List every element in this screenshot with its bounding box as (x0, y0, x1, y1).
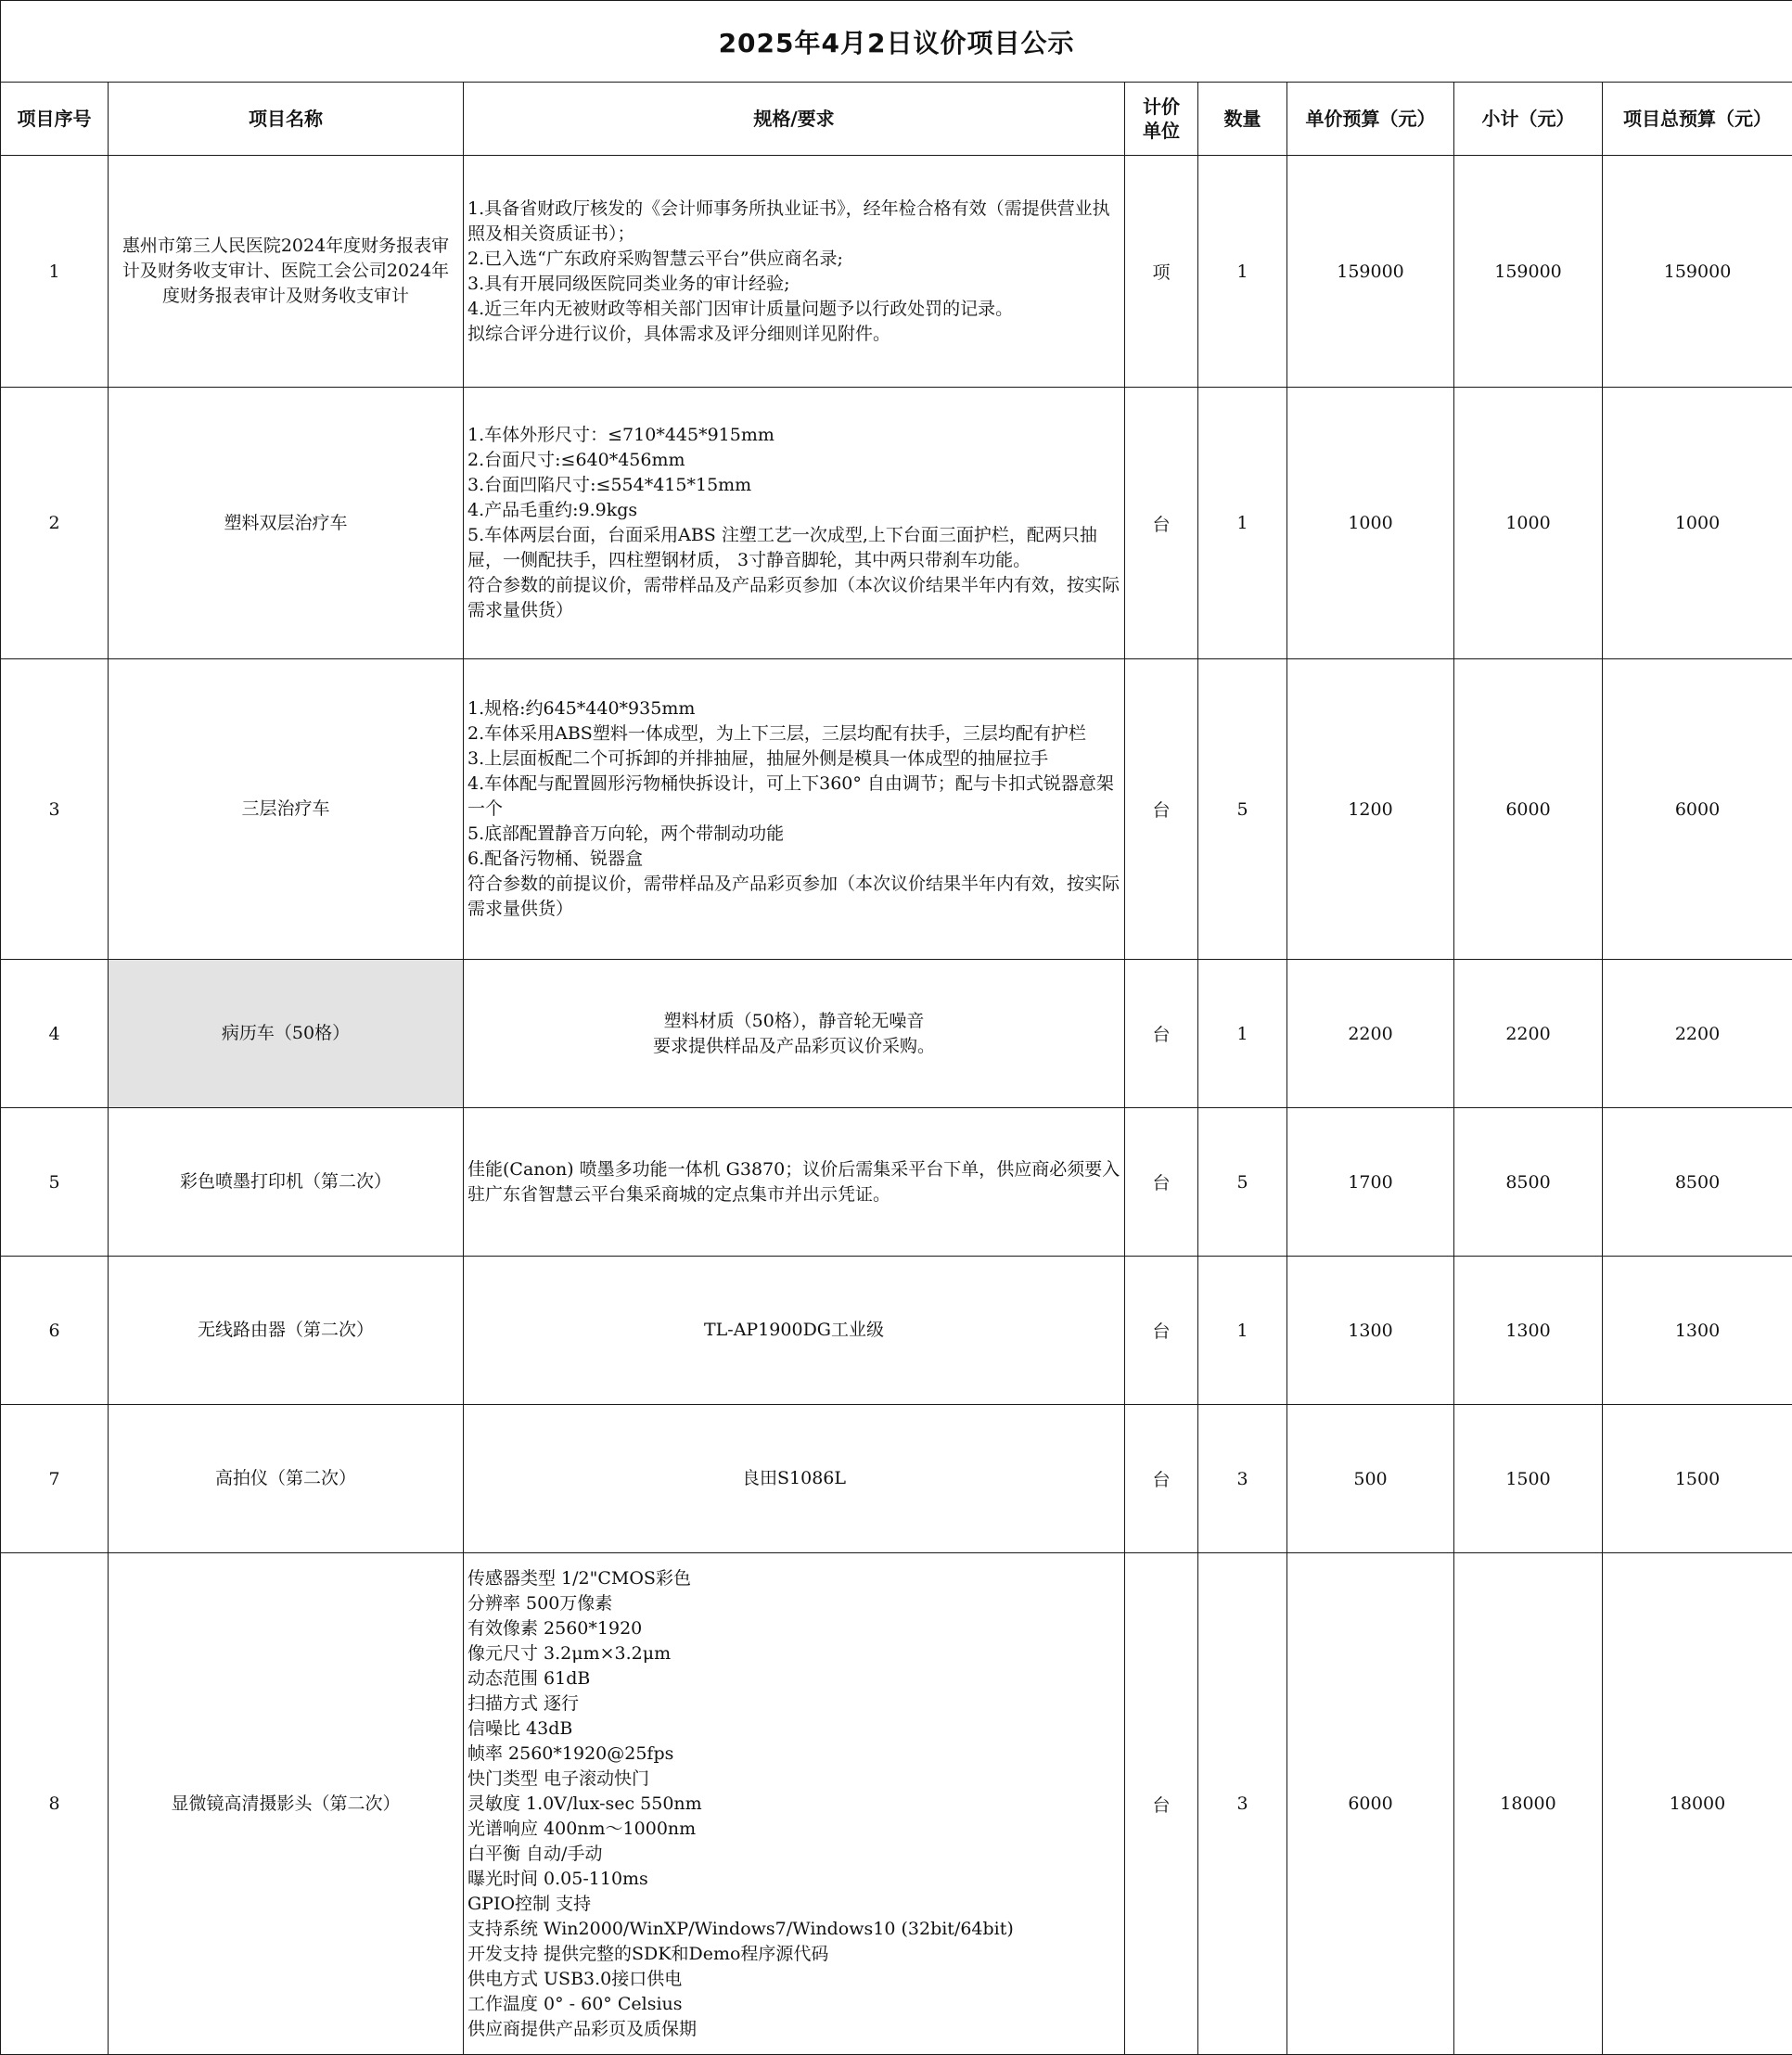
cell-unit: 台 (1125, 1553, 1198, 2055)
spec-line: 3.台面凹陷尺寸:≤554*415*15mm (467, 473, 1120, 498)
header-total: 项目总预算（元） (1603, 83, 1792, 156)
spec-line: 佳能(Canon) 喷墨多功能一体机 G3870；议价后需集采平台下单，供应商必须要入驻广东省智慧云平台集采商城的定点集市并出示凭证。 (467, 1157, 1120, 1207)
cell-qty: 3 (1198, 1405, 1287, 1553)
cell-no: 5 (1, 1108, 109, 1257)
header-subtotal: 小计（元） (1454, 83, 1603, 156)
cell-name: 塑料双层治疗车 (109, 388, 464, 659)
cell-subtotal: 1300 (1454, 1257, 1603, 1405)
spec-line: 有效像素 2560*1920 (467, 1616, 1120, 1641)
header-spec: 规格/要求 (464, 83, 1125, 156)
cell-total: 8500 (1603, 1108, 1792, 1257)
header-unit-price: 单价预算（元） (1287, 83, 1454, 156)
spec-line: 良田S1086L (467, 1466, 1120, 1491)
cell-no: 2 (1, 388, 109, 659)
cell-spec (464, 388, 1125, 659)
spec-line: 2.已入选“广东政府采购智慧云平台”供应商名录; (467, 247, 1120, 272)
spec-line: 支持系统 Win2000/WinXP/Windows7/Windows10 (32bit/64bit) (467, 1917, 1120, 1942)
cell-qty: 1 (1198, 1257, 1287, 1405)
table-row (1, 659, 1792, 960)
table-row (1, 388, 1792, 659)
spec-line: 2.台面尺寸:≤640*456mm (467, 448, 1120, 473)
table-row (1, 1108, 1792, 1257)
cell-unit-price: 6000 (1287, 1553, 1454, 2055)
table-row (1, 960, 1792, 1108)
spec-line: 4.车体配与配置圆形污物桶快拆设计，可上下360° 自由调节；配与卡扣式锐器意架一个 (467, 772, 1120, 822)
header-row (1, 83, 1792, 156)
spec-line: 4.产品毛重约:9.9kgs (467, 498, 1120, 523)
cell-name: 彩色喷墨打印机（第二次） (109, 1108, 464, 1257)
cell-unit: 台 (1125, 1108, 1198, 1257)
cell-name: 病历车（50格） (109, 960, 464, 1108)
title-row (1, 1, 1792, 83)
table-row (1, 1553, 1792, 2055)
spec-line: 要求提供样品及产品彩页议价采购。 (467, 1034, 1120, 1059)
cell-no: 8 (1, 1553, 109, 2055)
spec-line: 塑料材质（50格），静音轮无噪音 (467, 1009, 1120, 1034)
table-row (1, 1405, 1792, 1553)
cell-spec (464, 1257, 1125, 1405)
cell-total: 1300 (1603, 1257, 1792, 1405)
header-unit-line1: 计价 (1125, 95, 1197, 119)
spec-line: 工作温度 0° - 60° Celsius (467, 1992, 1120, 2017)
cell-total: 159000 (1603, 156, 1792, 388)
spec-line: 3.具有开展同级医院同类业务的审计经验; (467, 272, 1120, 297)
cell-qty: 1 (1198, 388, 1287, 659)
cell-unit: 台 (1125, 960, 1198, 1108)
cell-total: 1500 (1603, 1405, 1792, 1553)
cell-subtotal: 1500 (1454, 1405, 1603, 1553)
cell-spec (464, 1405, 1125, 1553)
cell-spec (464, 659, 1125, 960)
cell-unit-price: 1000 (1287, 388, 1454, 659)
cell-unit-price: 159000 (1287, 156, 1454, 388)
spec-line: 拟综合评分进行议价，具体需求及评分细则详见附件。 (467, 322, 1120, 347)
cell-total: 6000 (1603, 659, 1792, 960)
header-name: 项目名称 (109, 83, 464, 156)
cell-qty: 3 (1198, 1553, 1287, 2055)
cell-unit: 台 (1125, 1257, 1198, 1405)
spec-line: 4.近三年内无被财政等相关部门因审计质量问题予以行政处罚的记录。 (467, 297, 1120, 322)
cell-name: 无线路由器（第二次） (109, 1257, 464, 1405)
cell-qty: 1 (1198, 960, 1287, 1108)
cell-unit: 台 (1125, 659, 1198, 960)
spec-line: 开发支持 提供完整的SDK和Demo程序源代码 (467, 1942, 1120, 1967)
spec-line: 供电方式 USB3.0接口供电 (467, 1967, 1120, 1992)
header-unit-line2: 单位 (1125, 119, 1197, 143)
cell-unit-price: 1700 (1287, 1108, 1454, 1257)
cell-no: 7 (1, 1405, 109, 1553)
spec-line: 信噪比 43dB (467, 1717, 1120, 1742)
cell-spec (464, 1108, 1125, 1257)
table-row (1, 1257, 1792, 1405)
cell-qty: 5 (1198, 659, 1287, 960)
cell-no: 4 (1, 960, 109, 1108)
cell-unit-price: 1300 (1287, 1257, 1454, 1405)
cell-spec (464, 1553, 1125, 2055)
spec-line: 动态范围 61dB (467, 1666, 1120, 1691)
cell-qty: 5 (1198, 1108, 1287, 1257)
cell-subtotal: 8500 (1454, 1108, 1603, 1257)
cell-spec (464, 960, 1125, 1108)
cell-name: 高拍仪（第二次） (109, 1405, 464, 1553)
header-unit (1125, 83, 1198, 156)
spec-line: 5.车体两层台面，台面采用ABS 注塑工艺一次成型,上下台面三面护栏，配两只抽屉，一侧配扶手，四柱塑钢材质， 3寸静音脚轮，其中两只带刹车功能。 (467, 523, 1120, 573)
cell-total: 2200 (1603, 960, 1792, 1108)
cell-unit: 项 (1125, 156, 1198, 388)
table-row (1, 156, 1792, 388)
spec-line: 白平衡 自动/手动 (467, 1842, 1120, 1867)
spec-line: 像元尺寸 3.2μm×3.2μm (467, 1641, 1120, 1666)
spec-line: 供应商提供产品彩页及质保期 (467, 2017, 1120, 2042)
cell-qty: 1 (1198, 156, 1287, 388)
cell-subtotal: 2200 (1454, 960, 1603, 1108)
spec-line: 6.配备污物桶、锐器盒 (467, 847, 1120, 872)
cell-name: 三层治疗车 (109, 659, 464, 960)
spec-line: 符合参数的前提议价，需带样品及产品彩页参加（本次议价结果半年内有效，按实际需求量供货） (467, 573, 1120, 623)
cell-no: 3 (1, 659, 109, 960)
cell-total: 1000 (1603, 388, 1792, 659)
cell-total: 18000 (1603, 1553, 1792, 2055)
cell-subtotal: 6000 (1454, 659, 1603, 960)
spec-line: 快门类型 电子滚动快门 (467, 1767, 1120, 1792)
spec-line: 扫描方式 逐行 (467, 1691, 1120, 1717)
cell-unit-price: 1200 (1287, 659, 1454, 960)
spec-line: 灵敏度 1.0V/lux-sec 550nm (467, 1792, 1120, 1817)
header-no: 项目序号 (1, 83, 109, 156)
spec-line: 曝光时间 0.05-110ms (467, 1867, 1120, 1892)
cell-name: 惠州市第三人民医院2024年度财务报表审计及财务收支审计、医院工会公司2024年度财务报表审计及财务收支审计 (109, 156, 464, 388)
cell-unit: 台 (1125, 1405, 1198, 1553)
spec-line: 帧率 2560*1920@25fps (467, 1742, 1120, 1767)
cell-spec (464, 156, 1125, 388)
spec-line: 光谱响应 400nm～1000nm (467, 1817, 1120, 1842)
spec-line: GPIO控制 支持 (467, 1892, 1120, 1917)
spec-line: TL-AP1900DG工业级 (467, 1318, 1120, 1343)
spec-line: 1.具备省财政厅核发的《会计师事务所执业证书》，经年检合格有效（需提供营业执照及相关资质证书）； (467, 197, 1120, 247)
header-qty: 数量 (1198, 83, 1287, 156)
cell-name: 显微镜高清摄影头（第二次） (109, 1553, 464, 2055)
cell-subtotal: 159000 (1454, 156, 1603, 388)
spec-line: 1.车体外形尺寸：≤710*445*915mm (467, 423, 1120, 448)
cell-subtotal: 1000 (1454, 388, 1603, 659)
cell-subtotal: 18000 (1454, 1553, 1603, 2055)
spec-line: 2.车体采用ABS塑料一体成型，为上下三层，三层均配有扶手，三层均配有护栏 (467, 721, 1120, 747)
spec-line: 1.规格:约645*440*935mm (467, 696, 1120, 721)
cell-no: 1 (1, 156, 109, 388)
page-title: 2025年4月2日议价项目公示 (1, 1, 1792, 83)
spec-line: 5.底部配置静音万向轮，两个带制动功能 (467, 822, 1120, 847)
spec-line: 符合参数的前提议价，需带样品及产品彩页参加（本次议价结果半年内有效，按实际需求量供货） (467, 872, 1120, 922)
cell-unit-price: 500 (1287, 1405, 1454, 1553)
cell-unit: 台 (1125, 388, 1198, 659)
spec-line: 3.上层面板配二个可拆卸的并排抽屉，抽屉外侧是模具一体成型的抽屉拉手 (467, 747, 1120, 772)
cell-no: 6 (1, 1257, 109, 1405)
spec-line: 分辨率 500万像素 (467, 1591, 1120, 1616)
cell-unit-price: 2200 (1287, 960, 1454, 1108)
spec-line: 传感器类型 1/2"CMOS彩色 (467, 1566, 1120, 1591)
